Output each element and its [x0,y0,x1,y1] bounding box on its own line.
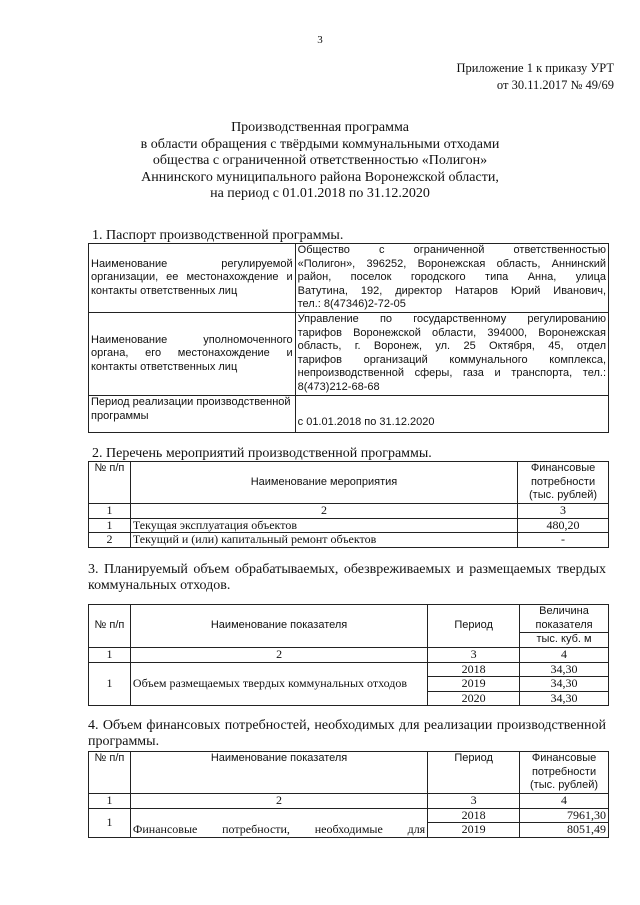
table-row: 2019 34,30 [89,677,609,692]
passport-row [89,396,609,433]
passport-value: Управление по государственному регулированию тарифов Воронежской области, 394000, Воронежская область, г. Воронеж, ул. 25 Октября, 45, отдел тарифов организаций коммунального комплекса, непроизводственной сферы, газа и транспорта, тел.: 8(473)212-68-68 [295,313,608,396]
appendix-reference [457,60,615,94]
table-index-row: 1 2 3 [89,504,609,519]
page-number: 3 [317,34,323,46]
header-finance: Финансовые потребности (тыс. рублей) [520,752,609,794]
header-num: № п/п [89,752,131,794]
header-name: Наименование мероприятия [130,462,517,504]
appendix-line-2: от 30.11.2017 № 49/69 [496,78,614,92]
table-row: 2020 34,30 [89,691,609,706]
section1-heading: 1. Паспорт производственной программы. [92,228,344,243]
header-period: Период [428,605,520,648]
header-name: Наименование показателя [130,752,427,794]
table-row: 1 Объем размещаемых твердых коммунальных отходов 2018 34,30 [89,662,609,677]
table-header-row [89,605,609,633]
table-header-row [89,462,609,504]
table-row: 2019 8051,49 [89,823,609,838]
title-line-4: Аннинского муниципального района Воронежской области, [141,169,499,185]
finance-table [88,751,609,838]
passport-label: Наименование уполномоченного органа, его местонахождение и контакты ответственных лиц [89,313,296,396]
header-unit: тыс. куб. м [520,633,609,648]
passport-value: Общество с ограниченной ответственностью «Полигон», 396252, Воронежская область, Аннинский район, поселок городского типа Анна, улица Ватутина, 192, директор Натаров Юрий Иванович, тел.: 8(47346)2-72-05 [295,244,608,313]
table-header-row [89,752,609,794]
passport-row [89,244,609,313]
section3-heading: 3. Планируемый объем обрабатываемых, обезвреживаемых и размещаемых твердых коммунальных отходов. [88,562,606,593]
appendix-line-1: Приложение 1 к приказу УРТ [456,61,614,75]
table-row: 2 Текущий и (или) капитальный ремонт объектов - [89,533,609,548]
section2-heading: 2. Перечень мероприятий производственной программы. [92,446,432,461]
header-name: Наименование показателя [130,605,427,648]
header-num: № п/п [89,462,131,504]
header-period: Период [428,752,520,794]
table-index-row: 1 2 3 4 [89,794,609,809]
passport-value: с 01.01.2018 по 31.12.2020 [295,396,608,433]
passport-row [89,313,609,396]
table-row: 1 Финансовые потребности, необходимые для 2018 7961,30 [89,808,609,823]
volume-table [88,604,609,706]
title-line-5: на период с 01.01.2018 по 31.12.2020 [210,186,430,201]
header-finance: Финансовые потребности (тыс. рублей) [518,462,609,504]
title-line-2: в области обращения с твёрдыми коммунальными отходами [140,136,500,152]
header-num: № п/п [89,605,131,648]
document-title [60,120,580,203]
title-line-3: общества с ограниченной ответственностью «Полигон» [152,153,488,168]
table-row: 1 Текущая эксплуатация объектов 480,20 [89,518,609,533]
passport-table [88,243,609,433]
passport-label: Период реализации производственной программы [89,396,296,433]
table-index-row: 1 2 3 4 [89,648,609,663]
measures-table [88,461,609,548]
section4-heading: 4. Объем финансовых потребностей, необходимых для реализации производственной программы. [88,718,606,749]
header-value: Величина показателя [520,605,609,633]
title-line-1: Производственная программа [231,120,409,135]
passport-label: Наименование регулируемой организации, ее местонахождение и контакты ответственных лиц [89,244,296,313]
